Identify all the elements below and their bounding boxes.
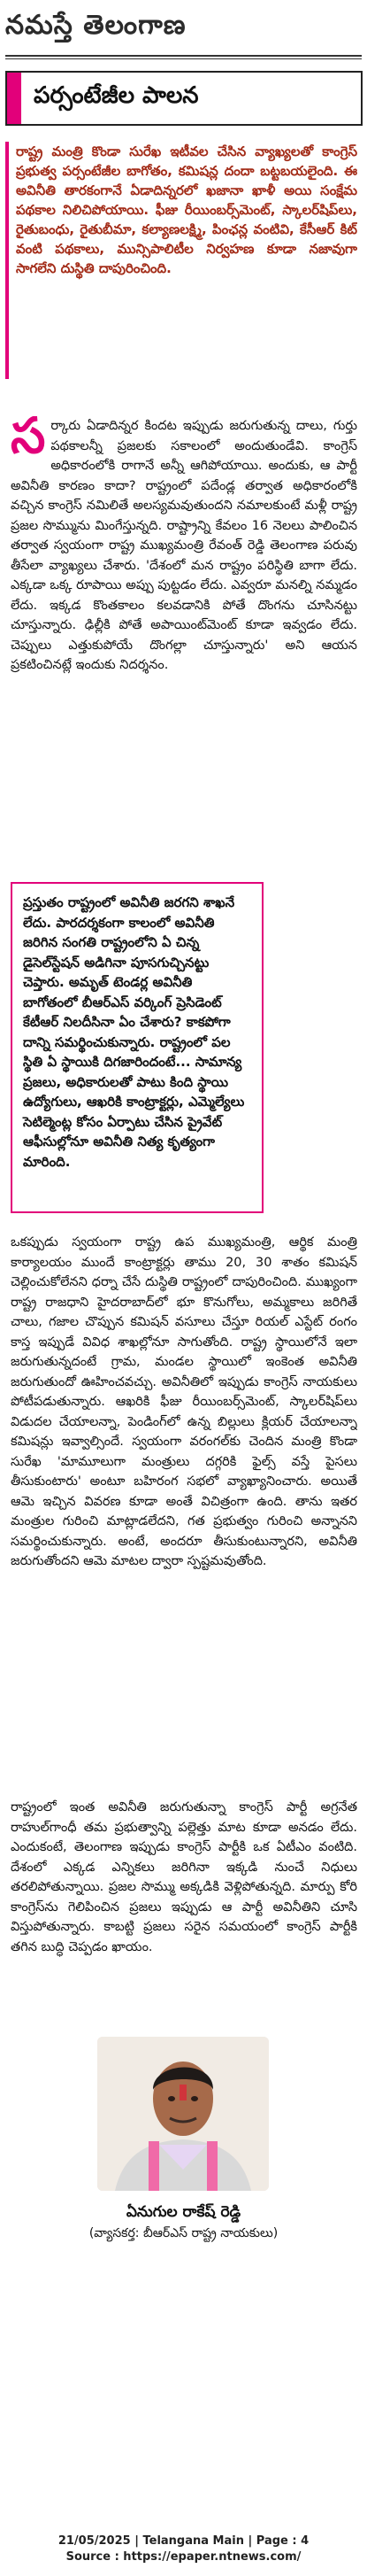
masthead-rule-thin xyxy=(5,58,362,59)
body-paragraph-3: రాష్ట్రంలో ఇంత అవినీతి జరుగుతున్నా కాంగ్రెస్ పార్టీ అగ్రనేత రాహుల్‌గాంధీ తమ ప్రభుత్వాన్ని పల్లెత్తు మాట కూడా అనడం లేదు. ఎందుకంటే, తెలంగాణ ఇప్పుడు కాంగ్రెస్ పార్టీకి ఒక ఏటీఎం వంటిది. దేశంలో ఎక్కడ ఎన్నికలు జరిగినా ఇక్కడి నుంచే నిధులు తరలిపోతున్నాయి. ప్రజల సొమ్ము అక్కడికి వెళ్లిపోతున్నది. మార్పు కోరి కాంగ్రెస్‌ను గెలిపించిన ప్రజలు ఇప్పుడు ఆ పార్టీ అవినీతిని చూసి విస్తుపోతున్నారు. కాబట్టి ప్రజలు సరైన సమయంలో కాంగ్రెస్ పార్టీకి తగిన బుద్ధి చెప్పడం ఖాయం. xyxy=(11,1800,357,1954)
footer-source-link[interactable]: Source : https://epaper.ntnews.com/ xyxy=(65,2550,302,2564)
lead-text: రాష్ట్ర మంత్రి కొండా సురేఖ ఇటీవల చేసిన వ్యాఖ్యలతో కాంగ్రెస్ ప్రభుత్వ పర్సంటేజీల బాగోతం, కమిషన్ల దందా బట్టబయలైంది. ఈ అవినీతి తారకంగానే ఏడాదిన్నరలో ఖజానా ఖాళీ అయి సంక్షేమ పథకాల నిలిచిపోయాయి. ఫీజు రీయింబర్స్‌మెంట్, స్కాలర్‌షిప్‌లు, రైతుబంధు, రైతుబీమా, కల్యాణలక్ష్మి, పింఛన్ల వంటివి, కేసీఆర్ కిట్ వంటి పథకాలు, మున్సిపాలిటీల నిర్వహణ కూడా నజావుగా సాగలేని దుస్థితి దాపురించింది. xyxy=(16,143,357,276)
author-role: (వ్యాసకర్త: బీఆర్‌ఎస్ రాష్ట్ర నాయకులు) xyxy=(88,2226,279,2240)
headline-box xyxy=(5,71,363,126)
pull-quote-text: ప్రస్తుతం రాష్ట్రంలో అవినీతి జరగని శాఖనే లేదు. పారదర్శకంగా కాలంలో అవినీతి జరిగిన సంగతి రాష్ట్రంలోని ఏ చిన్న డైసెల్‌స్టేషన్ అడిగినా పూసగుచ్చినట్టు చెప్తారు. అమృత్ టెండర్ల అవినీతి బాగోతంలో బీఆర్‌ఎస్ వర్కింగ్ ప్రెసిడెంట్ కేటీఆర్ నిలదీసినా ఏం చేశారు? కాకపోగా దాన్ని సమర్థించుకున్నారు. రాష్ట్రంలో పల స్థితి ఏ స్థాయికి దిగజారిందంటే... సామాన్య ప్రజలు, అధికారులతో పాటు కింది స్థాయి ఉద్యోగులు, ఆఖరికి కాంట్రాక్టర్లు, ఎమ్మెల్యేలు సెటిల్మెంట్ల కోసం ఏర్పాటు చేసిన ప్రైవేట్ ఆఫీసుల్లోనూ అవినీతి నిత్య కృత్యంగా మారింది. xyxy=(23,894,245,1170)
body-paragraph-2: ఒకప్పుడు స్వయంగా రాష్ట్ర ఉప ముఖ్యమంత్రి, ఆర్థిక మంత్రి కార్యాలయం ముందే కాంట్రాక్టర్లు తాము 20, 30 శాతం కమిషన్ చెల్లించుకోలేనని ధర్నా చేసే దుస్థితి రాష్ట్రంలో దాపురించింది. ముఖ్యంగా రాష్ట్ర రాజధాని హైదరాబాద్‌లో భూ కొనుగోలు, అమ్మకాలు జరిగితే చాలు, గజాల చొప్పున కమిషన్ వసూలు చేస్తూ రియల్ ఎస్టేట్ రంగం కాస్త ఇప్పుడే వివిధ శాఖల్లోనూ సాగుతోంది. రాష్ట్ర స్థాయిలోనే ఇలా జరుగుతున్నదంటే గ్రామ, మండల స్థాయిలో ఇంకెంత అవినీతి జరుగుతుందో ఊహించవచ్చు. అవినీతిలో ఇప్పుడు కాంగ్రెస్ నాయకులు పోటీపడుతున్నారు. ఆఖరికి ఫీజు రీయింబర్స్‌మెంట్, స్కాలర్‌షిప్‌లు విడుదల చేయాలన్నా, పెండింగ్‌లో ఉన్న బిల్లులు క్లియర్ చేయాలన్నా కమిషన్లు ఇవ్వాల్సిందే. స్వయంగా వరంగల్‌కు చెందిన మంత్రి కొండా సురేఖ 'మామూలుగా మంత్రులు దగ్గరికి ఫైల్స్ వస్తే పైసలు తీసుకుంటారు' అంటూ బహిరంగ సభలో వ్యాఖ్యానించారు. అయితే ఆమె ఇచ్చిన వివరణ కూడా అంతే విచిత్రంగా ఉంది. తాను ఇతర మంత్రుల గురించి మాట్లాడలేదని, గత ప్రభుత్వం గురించి అన్నానని సమర్థించుకున్నారు. అంటే, అందరూ తీసుకుంటున్నారని, అవినీతి జరుగుతోందని ఆమె మాటల ద్వారా స్పష్టమవుతోంది. xyxy=(11,1235,357,1568)
pull-quote-box xyxy=(11,882,264,1213)
article-body-2 xyxy=(11,1233,357,1782)
masthead xyxy=(5,5,362,51)
author-name: ఏనుగుల రాకేష్ రెడ్డి xyxy=(126,2203,241,2221)
dropcap-letter: స xyxy=(11,416,46,465)
article-lead xyxy=(16,142,357,393)
author-photo xyxy=(97,2037,269,2191)
author-portrait-illustration xyxy=(97,2037,269,2191)
article-headline: పర్సంటేజీల పాలన xyxy=(34,82,199,109)
body-paragraph-1 xyxy=(11,416,357,676)
masthead-rule xyxy=(5,55,362,57)
article-body-3 xyxy=(11,1798,357,2028)
headline-accent-bar xyxy=(7,73,21,124)
lead-accent-bar xyxy=(5,142,9,379)
masthead-title: నమస్తే తెలంగాణ xyxy=(5,10,187,41)
footer-date-edition: 21/05/2025 | Telangana Main | Page : 4 xyxy=(57,2534,310,2548)
body-paragraph-1-text: ర్కారు ఏడాదిన్నర కిందట ఇప్పుడు జరుగుతున్న దాలు, గుర్తు పథకాలన్నీ ప్రజలకు సకాలంలో అందుతుండేవి. కాంగ్రెస్ అధికారంలోకి రాగానే అన్నీ ఆగిపోయాయి. అందుకు, ఆ పార్టీ అవినీతి కారణం కాదా? రాష్ట్రంలో పదేండ్ల తర్వాత అధికారంలోకి వచ్చిన కాంగ్రెస్ నమిలితే అలస్యమవుతుందని నమాలకుంటే మళ్లీ రాష్ట్ర ప్రజల సొమ్మును మింగేస్తున్నది. రాష్ట్రాన్ని కేవలం 16 నెలలు పాలించిన తర్వాత స్వయంగా రాష్ట్ర ముఖ్యమంత్రి రేవంత్ రెడ్డి తెలంగాణ పరువు తీసేలా వ్యాఖ్యలు చేశారు. 'దేశంలో మన రాష్ట్రం పరిస్థితి బాగా లేదు. ఎక్కడా ఒక్క రూపాయి అప్పు పుట్టడం లేదు. ఎవ్వరూ మనల్ని నమ్మడం లేదు. ఇక్కడ కొంతకాలం కలవడానికి పోతే దొంగను చూసినట్టు చూస్తున్నారు. ఢిల్లీకి పోతే అపాయింట్‌మెంట్ కూడా ఇవ్వడం లేదు. చెప్పులు ఎత్తుకుపోయే దొంగల్లా చూస్తున్నారు' అని ఆయన ప్రకటించినట్లే ఇందుకు నిదర్శనం. xyxy=(11,419,357,672)
